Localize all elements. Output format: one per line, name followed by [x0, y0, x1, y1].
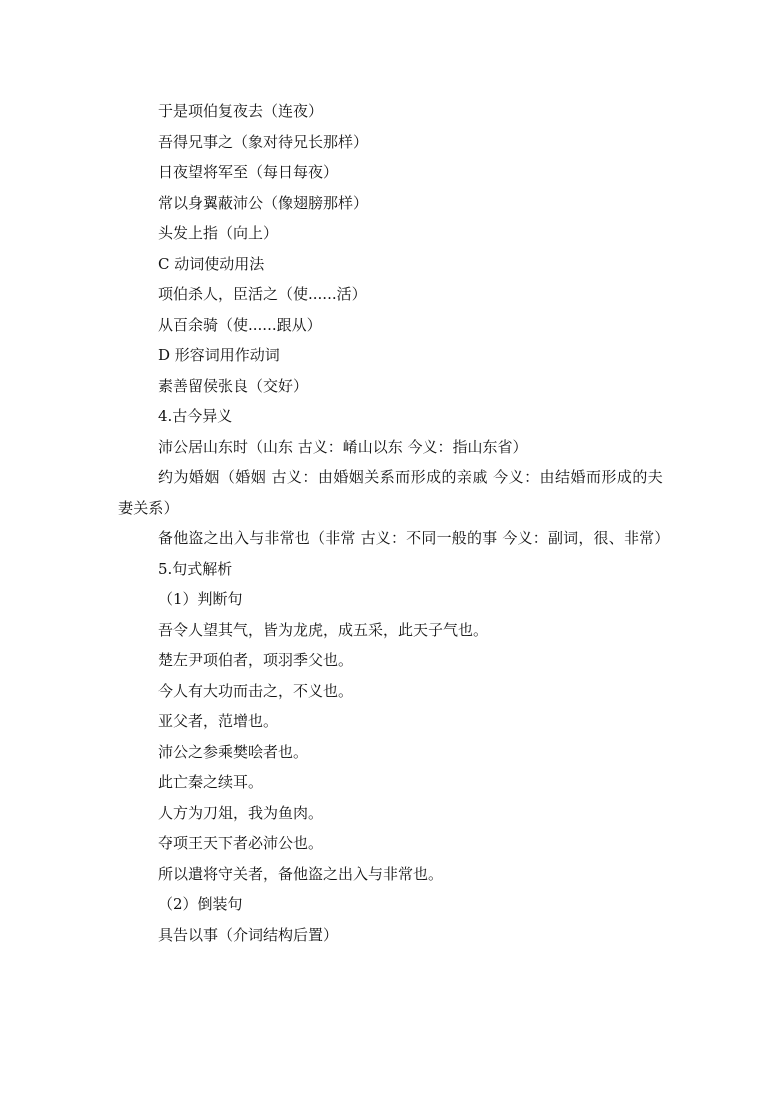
text-line: 今人有大功而击之，不义也。 — [158, 681, 354, 700]
subheading-c: C 动词使动用法 — [158, 254, 265, 273]
text-line: 人方为刀俎，我为鱼肉。 — [158, 803, 324, 822]
text-line: 项伯杀人，臣活之（使......活） — [158, 285, 367, 303]
text-line: 日夜望将军至（每日每夜） — [158, 163, 339, 181]
text-line: 具告以事（介词结构后置） — [158, 925, 339, 944]
section-heading-4: 4.古今异义 — [158, 407, 233, 425]
document-body — [118, 96, 670, 950]
text-line: 常以身翼蔽沛公（像翅膀那样） — [158, 193, 369, 212]
text-line: 头发上指（向上） — [158, 224, 279, 242]
text-line: 于是项伯复夜去（连夜） — [158, 102, 324, 120]
wrapped-paragraph: 约为婚姻（婚姻 古义：由婚姻关系而形成的亲戚 今义：由结婚而形成的夫妻关系） — [118, 468, 663, 517]
text-line: 从百余骑（使......跟从） — [158, 315, 322, 334]
subheading-d: D 形容词用作动词 — [158, 346, 280, 364]
text-line: 吾令人望其气，皆为龙虎，成五采，此天子气也。 — [158, 620, 489, 639]
text-line: 夺项王天下者必沛公也。 — [158, 834, 324, 852]
wrapped-paragraph: 备他盗之出入与非常也（非常 古义：不同一般的事 今义：副词，很、非常） — [158, 529, 670, 547]
text-line: 所以遣将守关者，备他盗之出入与非常也。 — [158, 864, 444, 883]
text-line: 沛公之参乘樊哙者也。 — [158, 742, 309, 761]
subsection-heading-1: （1）判断句 — [158, 590, 243, 608]
section-heading-5: 5.句式解析 — [158, 559, 233, 578]
text-line: 亚父者，范增也。 — [158, 712, 279, 730]
text-line: 素善留侯张良（交好） — [158, 376, 309, 395]
text-line: 楚左尹项伯者，项羽季父也。 — [158, 651, 354, 669]
text-line: 吾得兄事之（象对待兄长那样） — [158, 132, 369, 151]
text-line: 沛公居山东时（山东 古义：崤山以东 今义：指山东省） — [158, 437, 528, 456]
subsection-heading-2: （2）倒装句 — [158, 895, 243, 913]
text-line: 此亡秦之续耳。 — [158, 773, 264, 791]
